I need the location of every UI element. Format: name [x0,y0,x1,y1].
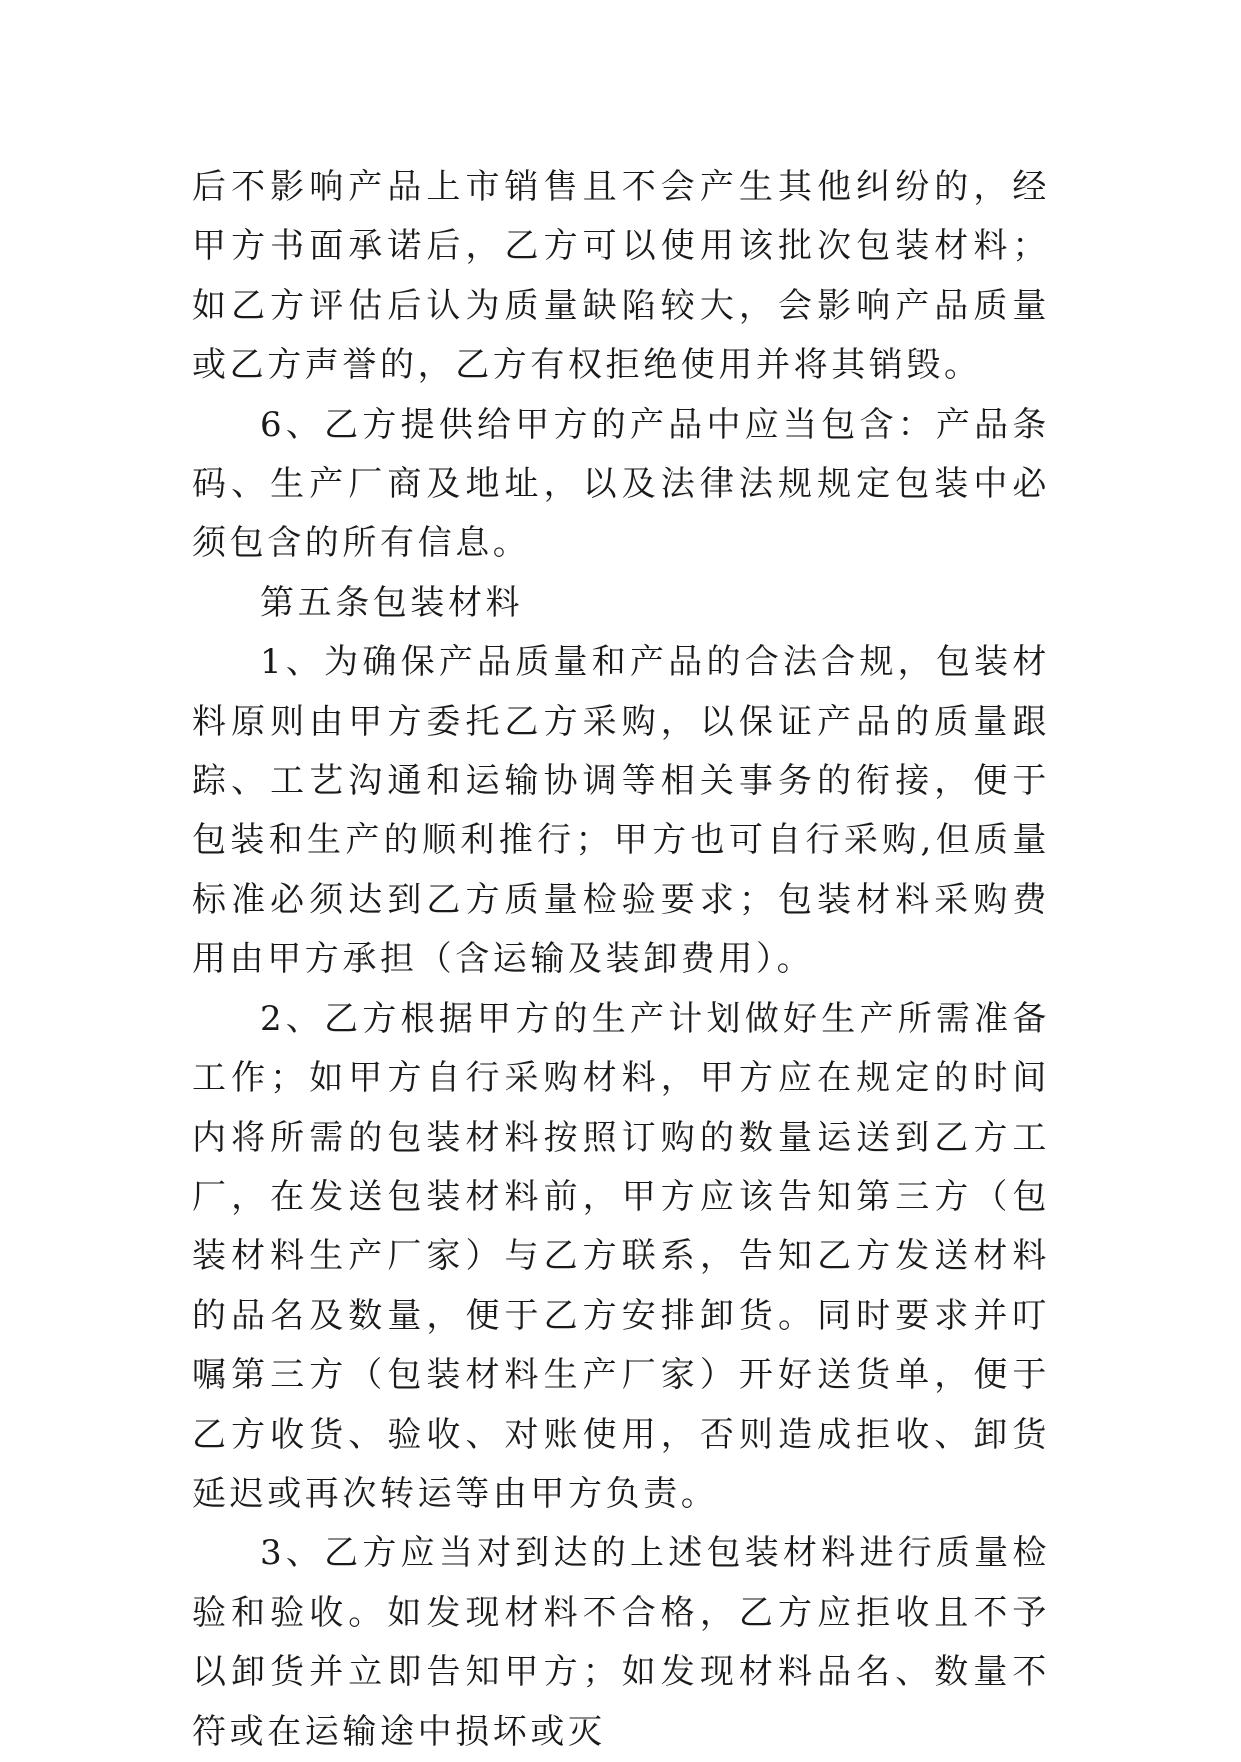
paragraph-clause-6: 6、乙方提供给甲方的产品中应当包含：产品条码、生产厂商及地址，以及法律法规规定包装中必须包含的所有信息。 [192,404,1050,564]
paragraph-continuation: 后不影响产品上市销售且不会产生其他纠纷的，经甲方书面承诺后，乙方可以使用该批次包装材料；如乙方评估后认为质量缺陷较大，会影响产品质量或乙方声誉的，乙方有权拒绝使用并将其销毁。 [192,167,1050,386]
paragraph-clause-3: 3、乙方应当对到达的上述包装材料进行质量检验和验收。如发现材料不合格，乙方应拒收且不予以卸货并立即告知甲方；如发现材料品名、数量不符或在运输途中损坏或灭 [192,1533,1050,1752]
section-heading-article-5: 第五条包装材料 [260,582,524,623]
paragraph-clause-2: 2、乙方根据甲方的生产计划做好生产所需准备工作；如甲方自行采购材料，甲方应在规定的时间内将所需的包装材料按照订购的数量运送到乙方工厂，在发送包装材料前，甲方应该告知第三方（包装材料生产厂家）与乙方联系，告知乙方发送材料的品名及数量，便于乙方安排卸货。同时要求并叮嘱第三方（包装材料生产厂家）开好送货单，便于乙方收货、验收、对账使用，否则造成拒收、卸货延迟或再次转运等由甲方负责。 [192,998,1050,1514]
paragraph-clause-1: 1、为确保产品质量和产品的合法合规，包装材料原则由甲方委托乙方采购，以保证产品的质量跟踪、工艺沟通和运输协调等相关事务的衔接，便于包装和生产的顺利推行；甲方也可自行采购,但质量标准必须达到乙方质量检验要求；包装材料采购费用由甲方承担（含运输及装卸费用）。 [192,642,1050,980]
document-body [192,158,1050,1762]
